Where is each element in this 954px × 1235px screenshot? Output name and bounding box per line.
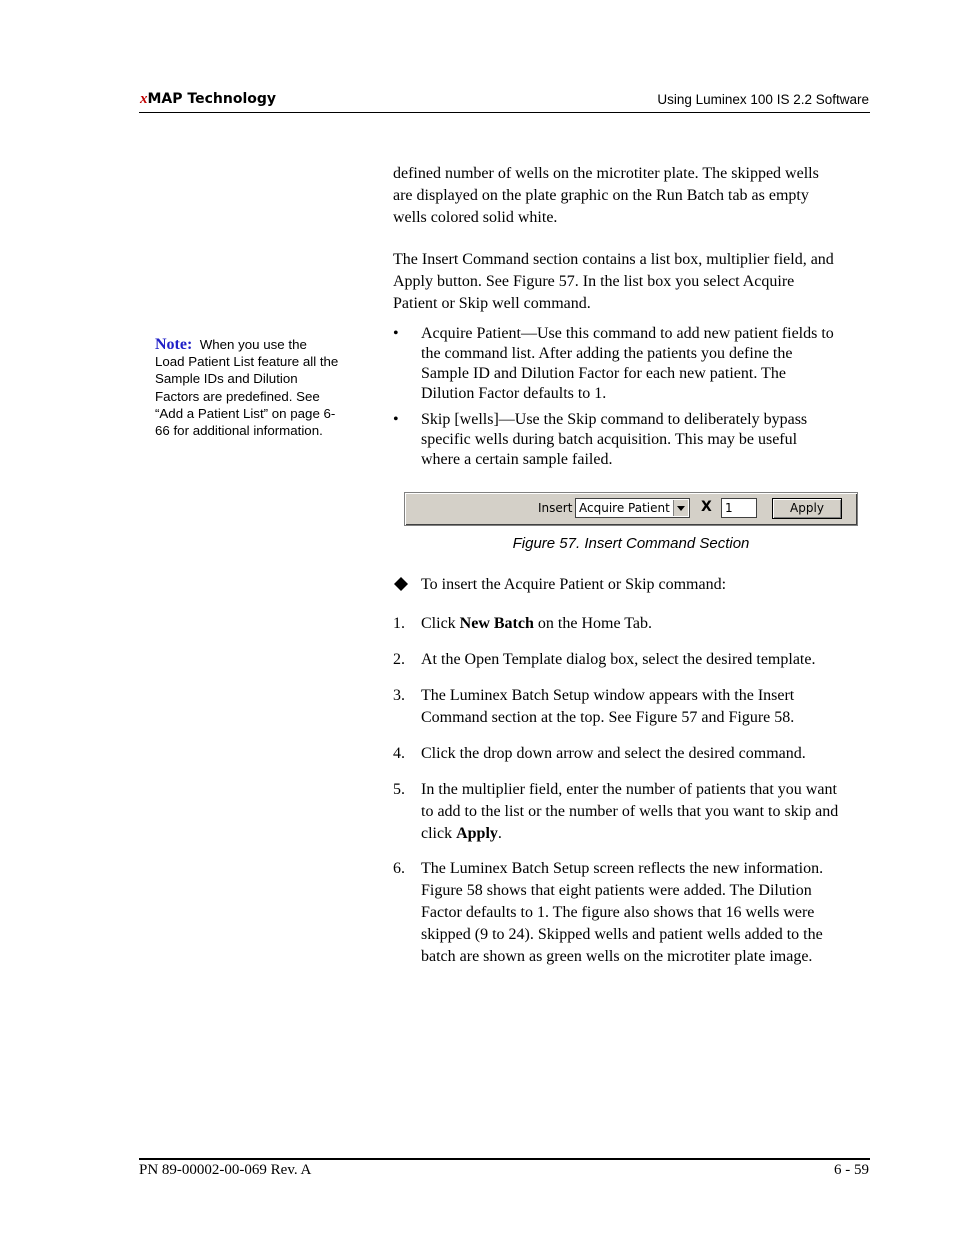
step-number: 3.: [393, 687, 405, 704]
footer-part-number: PN 89-00002-00-069 Rev. A: [139, 1162, 312, 1178]
text-segment: Figure 58 shows that eight patients were added. The Dilution: [421, 882, 812, 899]
multiplier-field[interactable]: 1: [721, 498, 757, 518]
brand-name: MAP Technology: [147, 91, 277, 107]
bold-term: New Batch: [459, 615, 534, 632]
text-segment: Click the drop down arrow and select the desired command.: [421, 745, 806, 762]
step-number: 1.: [393, 615, 405, 632]
text-segment: .: [497, 825, 502, 842]
text-segment: Command section at the top. See Figure 57 and Figure 58.: [421, 709, 795, 726]
diamond-icon: [393, 576, 409, 592]
note-line: “Add a Patient List” on page 6-: [155, 405, 336, 421]
text-line: [421, 823, 869, 845]
text-line: Skip [wells]—Use the Skip command to deliberately bypass: [421, 411, 808, 428]
text-line: [421, 743, 869, 765]
insert-label: Insert: [538, 501, 573, 515]
step-number: 6.: [393, 860, 405, 877]
text-line: are displayed on the plate graphic on the Run Batch tab as empty: [393, 187, 809, 204]
bullet-mark: •: [393, 325, 399, 342]
header-rule: [139, 112, 870, 113]
text-line: Sample ID and Dilution Factor for each new patient. The: [421, 365, 786, 382]
apply-button[interactable]: Apply: [772, 498, 842, 519]
text-line: Apply button. See Figure 57. In the list box you select Acquire: [393, 273, 795, 290]
note-line: Load Patient List feature all the: [155, 354, 339, 370]
text-segment: to add to the list or the number of wells that you want to skip and: [421, 803, 839, 820]
multiplier-x-label: X: [701, 499, 712, 515]
text-line: defined number of wells on the microtiter plate. The skipped wells: [393, 165, 819, 182]
header-title: Using Luminex 100 IS 2.2 Software: [657, 92, 869, 107]
text-segment: batch are shown as green wells on the microtiter plate image.: [421, 948, 813, 965]
brand-prefix: x: [140, 91, 148, 107]
text-line: [421, 707, 869, 729]
text-line: specific wells during batch acquisition. This may be useful: [421, 431, 798, 448]
text-line: [421, 613, 869, 635]
step-number: 4.: [393, 745, 405, 762]
bold-term: Apply: [456, 825, 498, 842]
note-label: Note:: [155, 336, 193, 353]
figure-caption: Figure 57. Insert Command Section: [512, 535, 750, 552]
command-select-value: Acquire Patient: [579, 501, 670, 515]
text-line: where a certain sample failed.: [421, 451, 613, 468]
text-line: wells colored solid white.: [393, 209, 558, 226]
insert-paragraph: [393, 249, 834, 315]
note-line: When you use the: [199, 337, 307, 352]
text-line: [421, 649, 869, 671]
text-segment: The Luminex Batch Setup screen reflects the new information.: [421, 860, 824, 877]
note-line: Factors are predefined. See: [155, 388, 320, 404]
footer-page-number: 6 - 59: [834, 1162, 869, 1178]
procedure-intro: To insert the Acquire Patient or Skip command:: [421, 576, 727, 593]
text-line: [421, 946, 869, 968]
text-segment: In the multiplier field, enter the number of patients that you want: [421, 781, 837, 798]
text-segment: on the Home Tab.: [533, 615, 653, 632]
text-line: Dilution Factor defaults to 1.: [421, 385, 607, 402]
text-segment: At the Open Template dialog box, select the desired template.: [421, 651, 816, 668]
text-segment: Factor defaults to 1. The figure also shows that 16 wells were: [421, 904, 815, 921]
text-line: [421, 924, 869, 946]
text-line: [421, 779, 869, 801]
dropdown-arrow-icon[interactable]: [673, 500, 688, 516]
header-brand: [140, 91, 276, 108]
note-line: 66 for additional information.: [155, 423, 323, 439]
step-number: 2.: [393, 651, 405, 668]
text-line: The Insert Command section contains a list box, multiplier field, and: [393, 251, 834, 268]
text-segment: skipped (9 to 24). Skipped wells and patient wells added to the: [421, 926, 823, 943]
text-line: Acquire Patient—Use this command to add new patient fields to: [421, 325, 834, 342]
command-select[interactable]: [575, 498, 690, 518]
text-line: [421, 858, 869, 880]
text-segment: The Luminex Batch Setup window appears with the Insert: [421, 687, 795, 704]
step-number: 5.: [393, 781, 405, 798]
text-line: Patient or Skip well command.: [393, 295, 591, 312]
text-line: [421, 902, 869, 924]
intro-paragraph: [393, 163, 819, 229]
text-segment: Click: [421, 615, 460, 632]
text-line: [421, 801, 869, 823]
insert-command-figure: [404, 492, 858, 526]
note-line: Sample IDs and Dilution: [155, 371, 298, 387]
text-line: [421, 880, 869, 902]
text-line: the command list. After adding the patients you define the: [421, 345, 793, 362]
side-note: [155, 336, 355, 439]
footer-rule: [139, 1158, 870, 1160]
text-segment: click: [421, 825, 457, 842]
bullet-mark: •: [393, 411, 399, 428]
text-line: [421, 685, 869, 707]
